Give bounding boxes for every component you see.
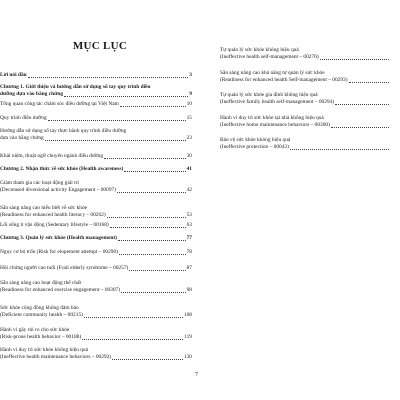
toc-entry-page: 53 [186, 212, 192, 219]
toc-entry-title: Tự quản lý sức khỏe không hiệu quả [220, 47, 299, 53]
dot-leader [129, 270, 185, 271]
toc-entry-title: Quy trình điều dưỡng [0, 115, 47, 121]
toc-entry-subtitle: (Readiness for enhanced exercise engagement – 00307) [0, 287, 121, 294]
toc-entry-title: Chương 3. Quản lý sức khỏe (Health management) [0, 235, 117, 241]
toc-entry-page: 3 [189, 72, 192, 78]
dot-leader [112, 359, 183, 360]
toc-entry-page: 119 [184, 334, 192, 341]
dot-leader [331, 127, 389, 128]
toc-entry-subtitle: (Ineffective protection – 00043) [220, 144, 289, 151]
toc-entry[interactable] [0, 249, 192, 256]
dot-leader [335, 104, 389, 105]
toc-entry-subtitle: dựa vào bằng chứng [0, 135, 44, 142]
toc-entry-title: Hội chứng người cao tuổi (Frail elderly syndrome – 00257) [0, 265, 129, 271]
toc-entry-title: Khái niệm, thuật ngữ chuyên ngành điều dưỡng [0, 153, 104, 159]
dot-leader [119, 254, 186, 255]
dot-leader [64, 96, 188, 97]
dot-leader [48, 120, 186, 121]
toc-entry[interactable] [220, 70, 390, 84]
toc-entry-subtitle: (Deficient community health – 00215) [0, 312, 83, 319]
toc-entry-title: Lời nói đầu [0, 72, 27, 78]
toc-entry-subtitle: (Ineffective health self-management – 00276) [220, 54, 319, 61]
toc-entry-title: Hành vi gây rủi ro cho sức khỏe [0, 327, 70, 333]
toc-entry[interactable] [220, 115, 390, 129]
toc-entry[interactable] [0, 128, 192, 142]
toc-entry-subtitle: dưỡng dựa vào bằng chứng [0, 91, 64, 98]
toc-entry-subtitle: (Ineffective health maintenance behaviors – 00292) [0, 354, 112, 361]
dot-leader [45, 140, 186, 141]
toc-entry-page: 98 [186, 287, 192, 294]
dot-leader [82, 339, 183, 340]
toc-entry-title: Sẵn sàng nâng cao khả năng tự quản lý sức khỏe [220, 70, 325, 76]
toc-entry[interactable] [0, 180, 192, 194]
toc-entry-subtitle: (Ineffective family health self-management – 00294) [220, 99, 335, 106]
toc-entry[interactable] [0, 166, 192, 173]
toc-entry-title: Chương 1. Giới thiệu và hướng dẫn sử dụng sổ tay quy trình điều [0, 84, 151, 90]
toc-entry-title: Tổng quan công tác chăm sóc điều dưỡng tại Việt Nam [0, 101, 119, 107]
dot-leader [110, 227, 186, 228]
toc-entry[interactable] [0, 280, 192, 294]
toc-entry-title: Nguy cơ bỏ trốn (Risk for elopement attempt – 00290) [0, 249, 118, 255]
dot-leader [84, 317, 183, 318]
toc-entry-title: Hành vi duy trì sức khỏe không hiệu quả [0, 347, 88, 353]
toc-entry-title: Sẵn sàng nâng cao hiểu biết về sức khỏe [0, 205, 88, 211]
toc-entry-page: 41 [186, 166, 192, 172]
toc-entry-title: Hành vi duy trì sức khỏe tại nhà không hiệu quả [220, 115, 324, 121]
dot-leader [104, 158, 186, 159]
toc-entry[interactable] [0, 101, 192, 108]
toc-entry-title: Sức khỏe cộng đồng không đảm bảo [0, 305, 79, 311]
toc-entry-title: Lối sống ít vận động (Sedentary lifestyle – 00168) [0, 222, 109, 228]
toc-entry-page: 130 [183, 354, 192, 361]
toc-entry-page: 108 [183, 312, 192, 319]
toc-entry[interactable] [0, 347, 192, 361]
toc-entry-page: 30 [186, 153, 192, 159]
toc-entry[interactable] [0, 115, 192, 122]
toc-entry-page: 23 [186, 135, 192, 142]
toc-entry-page: 9 [189, 91, 192, 98]
toc-entry[interactable] [220, 137, 390, 151]
toc-entry-title: Hướng dẫn sử dụng sổ tay thực hành quy trình điều dưỡng [0, 128, 127, 134]
toc-entry[interactable] [0, 153, 192, 160]
toc-entry[interactable] [0, 205, 192, 219]
toc-entry-page: 15 [186, 115, 192, 121]
toc-entry[interactable] [0, 72, 192, 79]
dot-leader [320, 59, 389, 60]
toc-entry[interactable] [0, 222, 192, 229]
dot-leader [28, 77, 189, 78]
dot-leader [121, 292, 186, 293]
toc-entry-page: 77 [186, 235, 192, 241]
toc-entry[interactable] [0, 265, 192, 272]
toc-entry-subtitle: (Decreased diversional activity Engagement – 00097) [0, 187, 117, 194]
toc-entry-title: Chương 2. Nhận thức về sức khỏe (Health awareness) [0, 166, 124, 172]
page-title: MỤC LỤC [72, 40, 128, 52]
toc-entry[interactable] [0, 327, 192, 341]
toc-entry-page: 87 [186, 265, 192, 271]
dot-leader [124, 171, 185, 172]
toc-entry-page: 10 [186, 101, 192, 107]
toc-entry-page: 63 [186, 222, 192, 228]
toc-entry-title: Bảo vệ sức khỏe không hiệu quả [220, 137, 291, 143]
toc-entry-title: Giảm tham gia các hoạt động giải trí [0, 180, 79, 186]
dot-leader [290, 149, 389, 150]
toc-entry[interactable] [0, 305, 192, 319]
toc-entry-subtitle: (Ineffective home maintenance behaviors – 00300) [220, 122, 330, 129]
toc-entry-subtitle: (Risk-prone health behavior – 00188) [0, 334, 82, 341]
toc-entry[interactable] [220, 92, 390, 106]
toc-entry-title: Sẵn sàng nâng cao hoạt động thể chất [0, 280, 81, 286]
dot-leader [117, 192, 186, 193]
toc-entry-page: 78 [186, 249, 192, 255]
dot-leader [349, 82, 389, 83]
toc-entry[interactable] [0, 235, 192, 242]
toc-entry[interactable] [220, 47, 390, 61]
page-number: 7 [195, 372, 198, 378]
dot-leader [118, 240, 186, 241]
toc-entry-subtitle: (Readiness for enhanced health Self-management – 00293) [220, 77, 348, 84]
toc-entry-page: 42 [186, 187, 192, 194]
dot-leader [120, 106, 186, 107]
dot-leader [107, 217, 186, 218]
toc-entry[interactable] [0, 84, 192, 98]
toc-entry-title: Tự quản lý sức khỏe gia đình không hiệu quả [220, 92, 318, 98]
toc-entry-subtitle: (Readiness for enhanced health literacy – 00262) [0, 212, 106, 219]
